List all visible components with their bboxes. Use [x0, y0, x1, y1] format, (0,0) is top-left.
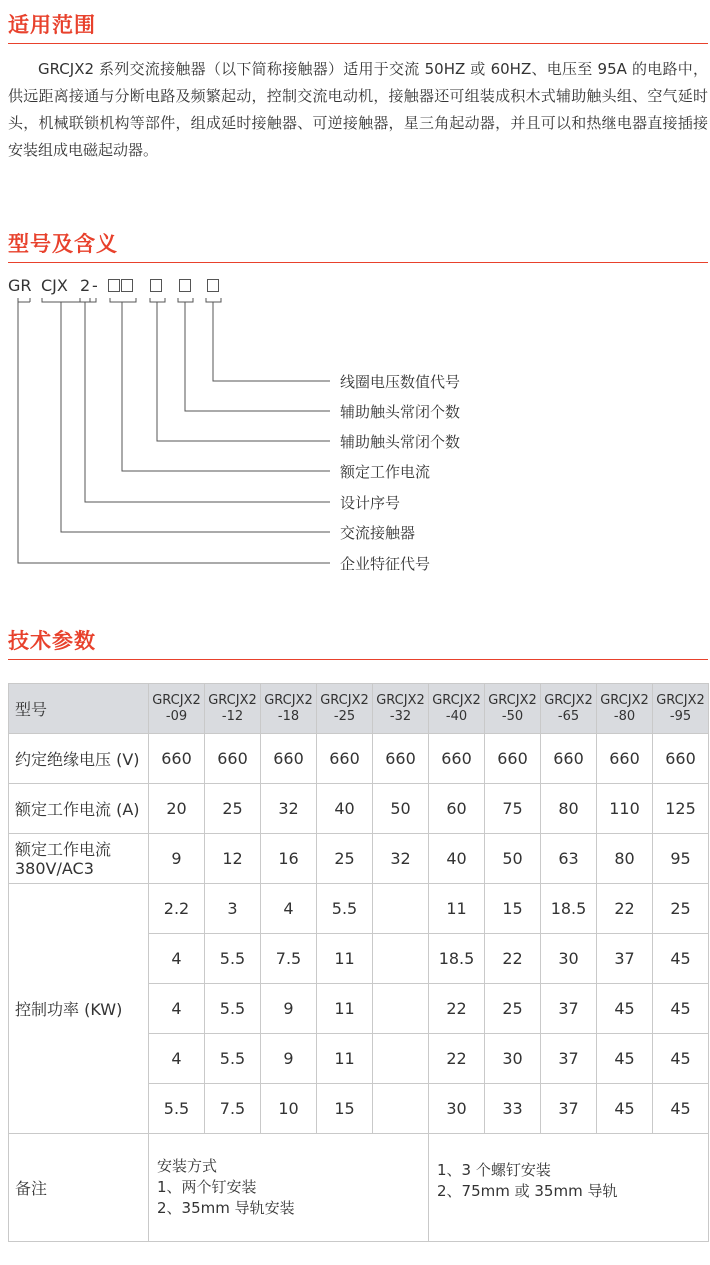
table-cell: 11 — [429, 884, 485, 934]
table-cell: 40 — [317, 784, 373, 834]
table-cell: 32 — [261, 784, 317, 834]
label-rated-current: 额定工作电流 — [340, 463, 431, 481]
table-cell: 75 — [485, 784, 541, 834]
table-cell: 45 — [597, 1034, 653, 1084]
table-cell: 20 — [149, 784, 205, 834]
table-cell — [373, 934, 429, 984]
table-cell: 80 — [541, 784, 597, 834]
header-model: 型号 — [9, 684, 149, 734]
table-cell: 22 — [429, 984, 485, 1034]
section-title-model: 型号及含义 — [8, 232, 118, 256]
label-aux-nc-2: 辅助触头常闭个数 — [340, 433, 461, 451]
table-cell: 5.5 — [205, 934, 261, 984]
leader-nc1 — [157, 302, 330, 441]
label-design-number: 设计序号 — [340, 494, 401, 512]
table-cell: 37 — [541, 1034, 597, 1084]
row-rated-current — [9, 784, 709, 834]
table-cell: 50 — [485, 834, 541, 884]
table-cell: 3 — [205, 884, 261, 934]
code-box — [150, 279, 162, 292]
table-cell: 5.5 — [205, 984, 261, 1034]
table-cell: 22 — [429, 1034, 485, 1084]
table-cell: 25 — [317, 834, 373, 884]
table-cell: 25 — [653, 884, 709, 934]
table-cell: 16 — [261, 834, 317, 884]
header-model-40: GRCJX2 -40 — [429, 684, 485, 734]
table-cell: 45 — [597, 984, 653, 1034]
row-label-remarks: 备注 — [9, 1134, 149, 1242]
table-cell: 45 — [653, 984, 709, 1034]
table-cell: 4 — [149, 934, 205, 984]
table-cell: 11 — [317, 984, 373, 1034]
intro-paragraph: GRCJX2 系列交流接触器（以下简称接触器）适用于交流 50HZ 或 60HZ、电压至 95A 的电路中，供远距离接通与分断电路及频繁起动，控制交流电动机，接触器还可组装成积木式辅助触头组、空气延时头，机械联锁机构等部件，组成延时接触器、可逆接触器，星三角起动器，并且可以和热继电器直接插接安装组成电磁起动器。 — [8, 60, 708, 159]
table-cell: 4 — [261, 884, 317, 934]
table-cell: 30 — [485, 1034, 541, 1084]
table-cell: 15 — [485, 884, 541, 934]
table-cell: 40 — [429, 834, 485, 884]
table-cell: 660 — [149, 734, 205, 784]
table-cell: 18.5 — [429, 934, 485, 984]
table-cell: 9 — [149, 834, 205, 884]
table-cell: 660 — [653, 734, 709, 784]
table-cell: 110 — [597, 784, 653, 834]
table-cell: 5.5 — [149, 1084, 205, 1134]
leader-current — [122, 302, 330, 471]
table-cell: 660 — [373, 734, 429, 784]
table-cell: 660 — [541, 734, 597, 784]
table-cell: 95 — [653, 834, 709, 884]
section-title-tech: 技术参数 — [8, 629, 96, 653]
bracket-gr — [18, 298, 30, 302]
remarks-left — [149, 1134, 429, 1242]
table-cell: 10 — [261, 1084, 317, 1134]
table-cell: 25 — [205, 784, 261, 834]
code-box — [207, 279, 219, 292]
table-cell: 45 — [653, 1034, 709, 1084]
label-enterprise-code: 企业特征代号 — [340, 555, 431, 573]
table-cell: 9 — [261, 1034, 317, 1084]
table-cell: 660 — [317, 734, 373, 784]
leader-series — [85, 302, 330, 502]
table-cell: 11 — [317, 934, 373, 984]
row-label: 约定绝缘电压 (V) — [9, 734, 149, 784]
table-cell — [373, 984, 429, 1034]
spec-table — [8, 683, 709, 1242]
code-part-gr: GR — [8, 276, 32, 295]
row-remarks — [9, 1134, 709, 1242]
table-cell — [373, 1034, 429, 1084]
row-label: 额定工作电流 (A) — [9, 784, 149, 834]
row-label-power: 控制功率 (KW) — [9, 884, 149, 1134]
table-cell: 18.5 — [541, 884, 597, 934]
table-cell: 80 — [597, 834, 653, 884]
table-cell — [373, 1084, 429, 1134]
section-divider — [8, 43, 708, 44]
bracket-series — [80, 298, 90, 302]
row-insulation-voltage — [9, 734, 709, 784]
table-cell: 37 — [597, 934, 653, 984]
table-cell: 45 — [653, 934, 709, 984]
table-cell: 660 — [205, 734, 261, 784]
bracket-cjx — [42, 298, 96, 302]
table-cell: 50 — [373, 784, 429, 834]
bracket-nc2 — [178, 298, 193, 302]
table-cell: 22 — [597, 884, 653, 934]
remark-line: 2、35mm 导轨安装 — [157, 1199, 295, 1217]
header-model-18: GRCJX2 -18 — [261, 684, 317, 734]
bracket-current — [110, 298, 136, 302]
section-divider — [8, 262, 708, 263]
table-cell: 660 — [261, 734, 317, 784]
table-cell: 30 — [541, 934, 597, 984]
table-cell — [373, 884, 429, 934]
table-cell: 37 — [541, 984, 597, 1034]
table-cell: 5.5 — [317, 884, 373, 934]
table-cell: 4 — [149, 1034, 205, 1084]
remark-line: 安装方式 — [157, 1157, 218, 1175]
table-cell: 25 — [485, 984, 541, 1034]
header-model-80: GRCJX2 -80 — [597, 684, 653, 734]
leader-enterprise — [18, 302, 330, 563]
row-label-line: 额定工作电流 — [15, 839, 112, 859]
table-cell: 30 — [429, 1084, 485, 1134]
header-model-95: GRCJX2 -95 — [653, 684, 709, 734]
row-label-line: 380V/AC3 — [15, 858, 94, 878]
header-model-50: GRCJX2 -50 — [485, 684, 541, 734]
remark-line: 1、3 个螺钉安装 — [437, 1161, 551, 1179]
header-model-65: GRCJX2 -65 — [541, 684, 597, 734]
table-header-row — [9, 684, 709, 734]
leader-ac — [61, 302, 330, 532]
section-divider — [8, 659, 708, 660]
bracket-coil — [206, 298, 221, 302]
table-cell: 22 — [485, 934, 541, 984]
row-ac3-current — [9, 834, 709, 884]
table-cell: 45 — [653, 1084, 709, 1134]
leader-nc2 — [185, 302, 330, 411]
remark-line: 2、75mm 或 35mm 导轨 — [437, 1182, 618, 1200]
code-part-series: 2 — [80, 276, 91, 295]
table-cell: 11 — [317, 1034, 373, 1084]
label-ac-contactor: 交流接触器 — [340, 524, 416, 542]
code-box — [179, 279, 191, 292]
table-cell: 12 — [205, 834, 261, 884]
table-cell: 9 — [261, 984, 317, 1034]
table-cell: 7.5 — [205, 1084, 261, 1134]
table-cell: 4 — [149, 984, 205, 1034]
label-coil-voltage: 线圈电压数值代号 — [340, 373, 461, 391]
table-cell: 660 — [597, 734, 653, 784]
table-cell: 37 — [541, 1084, 597, 1134]
table-cell: 15 — [317, 1084, 373, 1134]
table-cell: 60 — [429, 784, 485, 834]
table-cell: 45 — [597, 1084, 653, 1134]
row-power-1 — [9, 884, 709, 934]
table-cell: 660 — [485, 734, 541, 784]
table-cell: 660 — [429, 734, 485, 784]
header-model-32: GRCJX2 -32 — [373, 684, 429, 734]
bracket-nc1 — [150, 298, 165, 302]
section-title-scope: 适用范围 — [8, 13, 96, 37]
header-model-25: GRCJX2 -25 — [317, 684, 373, 734]
table-cell: 125 — [653, 784, 709, 834]
table-cell: 7.5 — [261, 934, 317, 984]
table-cell: 5.5 — [205, 1034, 261, 1084]
table-cell: 33 — [485, 1084, 541, 1134]
table-cell: 63 — [541, 834, 597, 884]
code-part-dash: - — [92, 276, 98, 295]
table-cell: 2.2 — [149, 884, 205, 934]
remark-line: 1、两个钉安装 — [157, 1178, 257, 1196]
header-model-09: GRCJX2 -09 — [149, 684, 205, 734]
code-box — [108, 279, 120, 292]
label-aux-nc-1: 辅助触头常闭个数 — [340, 403, 461, 421]
remarks-right — [429, 1134, 709, 1242]
header-model-12: GRCJX2 -12 — [205, 684, 261, 734]
row-label — [9, 834, 149, 884]
table-cell: 32 — [373, 834, 429, 884]
code-box — [121, 279, 133, 292]
code-part-cjx: CJX — [41, 276, 68, 295]
leader-coil — [213, 302, 330, 381]
